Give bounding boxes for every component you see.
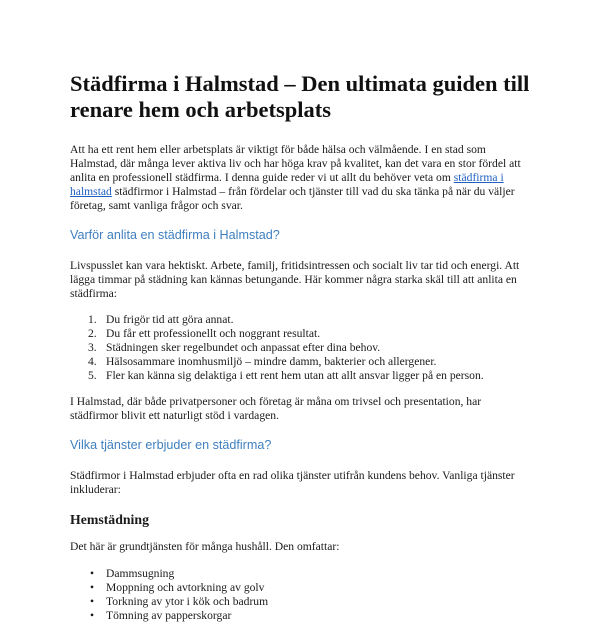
list-item-text: Du frigör tid att göra annat. xyxy=(106,313,234,326)
section-heading-services: Vilka tjänster erbjuder en städfirma? xyxy=(70,438,272,452)
intro-text-after-link: städfirmor i Halmstad – från fördelar och tjänster till vad du ska tänka på när du väljer företag, samt vanliga frågor och svar. xyxy=(70,185,515,212)
list-item-text: Städningen sker regelbundet och anpassat efter dina behov. xyxy=(106,341,381,354)
page-title: Städfirma i Halmstad – Den ultimata guiden till renare hem och arbetsplats xyxy=(70,71,530,122)
list-item-text: Hälsosammare inomhusmiljö – mindre damm, bakterier och allergener. xyxy=(106,355,437,368)
list-item xyxy=(70,581,532,595)
intro-text-before-link: Att ha ett rent hem eller arbetsplats är viktigt för både hälsa och välmående. I en stad som Halmstad, där många lever aktiva liv och har höga krav på kvalitet, kan det vara en stor fördel att anlita en professionell städfirma. I denna guide reder vi ut allt du behöver veta om xyxy=(70,143,521,184)
list-item-text: Fler kan känna sig delaktiga i ett rent hem utan att allt ansvar ligger på en person. xyxy=(106,369,484,382)
intro-paragraph xyxy=(70,143,532,213)
why-paragraph: Livspusslet kan vara hektiskt. Arbete, familj, fritidsintressen och socialt liv tar tid och energi. Att lägga timmar på städning kan kännas betungande. Här kommer några starka skäl till att anlita en städfirma: xyxy=(70,259,520,300)
halmstad-paragraph: I Halmstad, där både privatpersoner och företag är måna om trivsel och presentation, har städfirmor blivit ett naturligt stöd i vardagen. xyxy=(70,395,482,422)
section-heading-why: Varför anlita en städfirma i Halmstad? xyxy=(70,228,280,242)
list-item-text: Du får ett professionellt och noggrant resultat. xyxy=(106,327,321,340)
bullet-icon: • xyxy=(90,567,95,580)
list-item xyxy=(70,369,532,383)
list-item-text: Tömning av papperskorgar xyxy=(106,609,232,622)
list-item xyxy=(70,567,532,581)
reasons-list xyxy=(70,313,532,383)
bullet-icon: • xyxy=(90,595,95,608)
services-paragraph: Städfirmor i Halmstad erbjuder ofta en rad olika tjänster utifrån kundens behov. Vanliga tjänster inkluderar: xyxy=(70,469,515,496)
list-number: 1. xyxy=(88,313,97,326)
list-item xyxy=(70,595,532,609)
list-item-text: Moppning och avtorkning av golv xyxy=(106,581,265,594)
list-item xyxy=(70,355,532,369)
bullet-icon: • xyxy=(90,609,95,622)
list-number: 2. xyxy=(88,327,97,340)
subheading-hemstadning: Hemstädning xyxy=(70,512,149,527)
list-number: 4. xyxy=(88,355,97,368)
list-item xyxy=(70,609,532,623)
bullet-icon: • xyxy=(90,581,95,594)
stadfirma-halmstad-link[interactable]: städfirma i halmstad xyxy=(70,171,504,198)
list-number: 5. xyxy=(88,369,97,382)
list-item-text: Torkning av ytor i kök och badrum xyxy=(106,595,269,608)
hemstadning-paragraph: Det här är grundtjänsten för många hushåll. Den omfattar: xyxy=(70,540,340,553)
list-item xyxy=(70,327,532,341)
article xyxy=(70,71,532,623)
list-item-text: Dammsugning xyxy=(106,567,175,580)
list-item xyxy=(70,341,532,355)
list-number: 3. xyxy=(88,341,97,354)
hemstadning-list xyxy=(70,567,532,623)
list-item xyxy=(70,313,532,327)
